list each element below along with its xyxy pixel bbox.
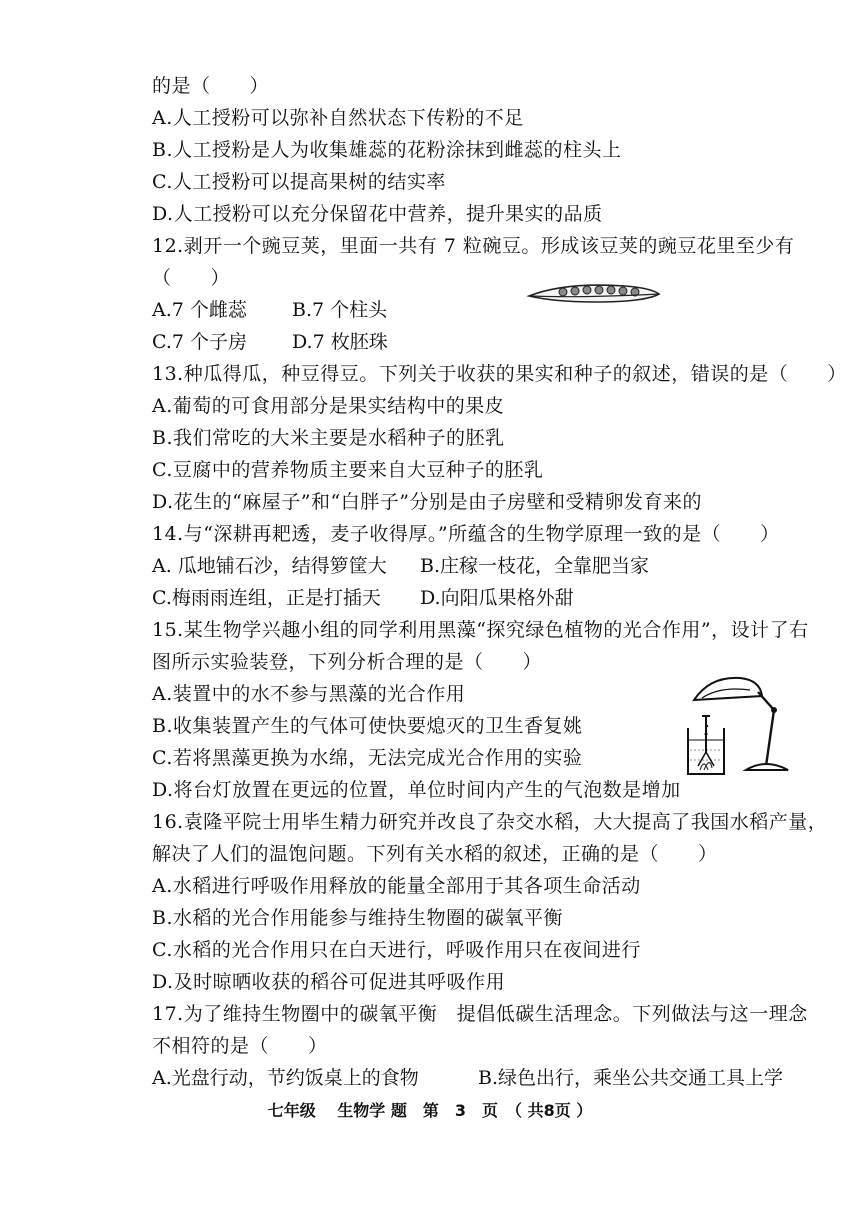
q15-option-b: B.收集装置产生的气体可使快要熄灭的卫生香复姚	[152, 715, 583, 737]
q12-options-row2	[152, 330, 388, 354]
q11-option-d: D.人工授粉可以充分保留花中营养，提升果实的品质	[152, 203, 603, 225]
page-footer: 七年级 生物学 题 第 3 页 （ 共8页 ）	[267, 1101, 593, 1120]
q16-option-b: B.水稻的光合作用能参与维持生物圈的碳氧平衡	[152, 907, 564, 929]
q12-option-c: C.7 个子房	[152, 331, 248, 353]
q11-option-c: C.人工授粉可以提高果树的结实率	[152, 171, 446, 193]
q13-option-a: A.葡萄的可食用部分是果实结构中的果皮	[152, 395, 505, 417]
q13-option-b: B.我们常吃的大米主要是水稻种子的胚乳	[152, 427, 505, 449]
q12-option-d: D.7 枚胚珠	[292, 331, 388, 353]
q16-option-a: A.水稻进行呼吸作用释放的能量全部用于其各项生命活动	[152, 875, 641, 897]
q13-option-c: C.豆腐中的营养物质主要来自大豆种子的胚乳	[152, 459, 544, 481]
q12-blank: （ ）	[152, 267, 231, 289]
q17-stem-1: 17.为了维持生物圈中的碳氧平衡 提倡低碳生活理念。下列做法与这一理念	[152, 1003, 808, 1025]
q15-stem-2: 图所示实验装登，下列分析合理的是（ ）	[152, 651, 543, 673]
q17-options-row1	[152, 1066, 784, 1090]
pea-pod-icon	[525, 280, 665, 308]
q17-stem-2: 不相符的是（ ）	[152, 1035, 328, 1057]
q13-option-d: D.花生的“麻屋子”和“白胖子”分别是由子房壁和受精卵发育来的	[152, 491, 702, 513]
q17-option-b: B.绿色出行，乘坐公共交通工具上学	[478, 1067, 784, 1089]
q16-option-c: C.水稻的光合作用只在白天进行，呼吸作用只在夜间进行	[152, 939, 641, 961]
q16-stem-1: 16.袁隆平院士用毕生精力研究并改良了杂交水稻，大大提高了我国水稻产量，	[152, 811, 828, 833]
q14-option-c: C.梅雨雨连组，正是打插天	[152, 587, 381, 609]
q12-option-b: B.7 个柱头	[292, 299, 388, 321]
q16-option-d: D.及时晾晒收获的稻谷可促进其呼吸作用	[152, 971, 506, 993]
text-line: 的是（ ）	[152, 75, 270, 97]
q11-option-b: B.人工授粉是人为收集雄蕊的花粉涂抹到雌蕊的柱头上	[152, 139, 622, 161]
q15-option-c: C.若将黑藻更换为水绵，无法完成光合作用的实验	[152, 747, 583, 769]
q12-option-a: A.7 个雌蕊	[152, 299, 247, 321]
q13-stem: 13.种瓜得瓜，种豆得豆。下列关于收获的果实和种子的叙述，错误的是（ ）	[152, 363, 847, 385]
q15-option-d: D.将台灯放置在更远的位置，单位时间内产生的气泡数是增加	[152, 779, 681, 801]
q16-stem-2: 解决了人们的温饱问题。下列有关水稻的叙述，正确的是（ ）	[152, 843, 718, 865]
lamp-apparatus-icon	[680, 670, 800, 782]
q15-option-a: A.装置中的水不参与黑藻的光合作用	[152, 683, 466, 705]
q14-options-row2	[152, 586, 574, 610]
q17-option-a: A.光盘行动，节约饭桌上的食物	[152, 1067, 419, 1089]
q12-options-row1	[152, 298, 388, 322]
q14-option-b: B.庄稼一枝花，全靠肥当家	[420, 555, 650, 577]
q14-options-row1	[152, 554, 650, 578]
q14-option-a: A. 瓜地铺石沙，结得箩筐大	[152, 555, 387, 577]
q14-option-d: D.向阳瓜果格外甜	[420, 587, 574, 609]
q15-stem-1: 15.某生物学兴趣小组的同学利用黑藻“探究绿色植物的光合作用”，设计了右	[152, 619, 809, 641]
q11-option-a: A.人工授粉可以弥补自然状态下传粉的不足	[152, 107, 524, 129]
q14-stem: 14.与“深耕再耙透，麦子收得厚。”所蕴含的生物学原理一致的是（ ）	[152, 523, 780, 545]
q12-stem: 12.剥开一个豌豆荚，里面一共有 7 粒碗豆。形成该豆荚的豌豆花里至少有	[152, 235, 795, 257]
